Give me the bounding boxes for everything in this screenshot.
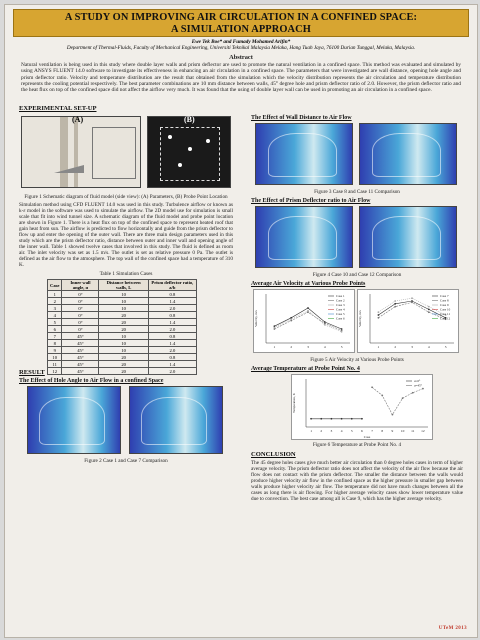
x-tick-label: 10 bbox=[400, 429, 405, 433]
probe-point bbox=[188, 147, 192, 151]
setup-heading: EXPERIMENTAL SET-UP bbox=[19, 105, 97, 112]
table-cell: 1.4 bbox=[148, 361, 196, 368]
table-row bbox=[48, 305, 197, 312]
table-cell: 0° bbox=[62, 319, 99, 326]
poster bbox=[4, 4, 478, 638]
table-cell: 10 bbox=[99, 333, 148, 340]
x-tick-label: 11 bbox=[411, 429, 415, 433]
table-cell: 45° bbox=[62, 368, 99, 375]
table-cell: 0° bbox=[62, 305, 99, 312]
schematic-a bbox=[21, 116, 141, 188]
legend-entry: Case 3 bbox=[336, 303, 345, 308]
table-cell: 2.0 bbox=[148, 305, 196, 312]
table-cell: 0.8 bbox=[148, 312, 196, 319]
table-cell: 20 bbox=[99, 319, 148, 326]
table-cell: 0° bbox=[62, 312, 99, 319]
legend-entry: Case 9 bbox=[440, 303, 449, 308]
table-header-row bbox=[48, 280, 197, 291]
table-cell: 5 bbox=[48, 319, 62, 326]
conclusion-text: The 45 degree holes cases give much better air circulation than 0 degree holes cases in term of higher average velocity. The prism deflector ratio does not affect the velocity of the air flow because the air flow does not contact with the prism deflector. The smaller the distance between the walls would produce higher velocity air flow in the confined space as the higher pressure in smaller gap between walls produce higher velocity air flow. The temperature did not have much changes between all the cases as long there is air flowing. For higher average velocity cases show lower temperature value due to convection. The best case among all is Case 9, which has the higher average velocity. bbox=[251, 460, 463, 502]
table-row bbox=[48, 361, 197, 368]
table-1-caption: Table 1 Simulation Cases bbox=[99, 271, 153, 277]
figure-3 bbox=[251, 123, 463, 187]
x-tick-label: 2 bbox=[290, 345, 293, 349]
table-row bbox=[48, 298, 197, 305]
x-tick-label: 5 bbox=[340, 345, 343, 349]
x-axis-label: Case bbox=[363, 435, 371, 439]
table-row bbox=[48, 319, 197, 326]
legend-entry: Case 4 bbox=[336, 307, 345, 312]
label-b: (B) bbox=[184, 115, 195, 124]
x-tick-label: 4 bbox=[340, 429, 343, 433]
x-tick-label: 2 bbox=[394, 345, 397, 349]
cfd-image-case-12 bbox=[359, 206, 457, 268]
figure-4-caption: Figure 4 Case 10 and Case 12 Comparison bbox=[312, 272, 402, 278]
table-cell: 20 bbox=[99, 312, 148, 319]
legend-entry: Case 11 bbox=[440, 312, 451, 317]
legend-entry: α=0° bbox=[414, 379, 421, 384]
table-cell: 10 bbox=[99, 347, 148, 354]
y-axis-label: Velocity, m/s bbox=[358, 310, 362, 327]
table-header: Case bbox=[48, 280, 62, 291]
abstract-section bbox=[21, 55, 461, 93]
table-cell: 1.4 bbox=[148, 319, 196, 326]
table-cell: 20 bbox=[99, 326, 148, 333]
velocity-chart-right bbox=[357, 289, 459, 353]
author-affiliation: Department of Thermal-Fluids, Faculty of Mechanical Engineering, Universiti Teknikal Malaysia Melaka, Hang Tuah Jaya, 76100 Durian Tunggal, Melaka, Malaysia. bbox=[66, 45, 416, 51]
table-cell: 0° bbox=[62, 326, 99, 333]
table-row bbox=[48, 340, 197, 347]
legend-entry: Case 2 bbox=[336, 298, 345, 303]
table-row bbox=[48, 312, 197, 319]
figure-2 bbox=[19, 386, 233, 456]
figure-4 bbox=[251, 206, 463, 270]
table-cell: 0.8 bbox=[148, 291, 196, 298]
x-tick-label: 2 bbox=[320, 429, 323, 433]
table-header: Distance between walls, L bbox=[99, 280, 148, 291]
temperature-heading: Average Temperature at Probe Point No. 4 bbox=[251, 366, 360, 372]
table-cell: 1.4 bbox=[148, 298, 196, 305]
table-cell: 1 bbox=[48, 291, 62, 298]
prism-ratio-heading: The Effect of Prism Deflector ratio to Air Flow bbox=[251, 198, 371, 204]
table-cell: 9 bbox=[48, 347, 62, 354]
legend-entry: Case 7 bbox=[440, 294, 449, 299]
probe-point bbox=[168, 135, 172, 139]
velocity-chart-left bbox=[253, 289, 355, 353]
legend-entry: α=45° bbox=[414, 383, 422, 388]
result-heading: RESULT bbox=[19, 369, 45, 376]
table-cell: 20 bbox=[99, 368, 148, 375]
x-tick-label: 4 bbox=[427, 345, 430, 349]
table-cell: 45° bbox=[62, 333, 99, 340]
table-header: Prism deflector ratio, a/b bbox=[148, 280, 196, 291]
table-cell: 2.0 bbox=[148, 326, 196, 333]
table-cell: 1.4 bbox=[148, 340, 196, 347]
figure-5 bbox=[251, 289, 463, 355]
prism-deflector bbox=[28, 165, 84, 173]
label-a: (A) bbox=[72, 115, 84, 124]
x-tick-label: 3 bbox=[307, 345, 309, 349]
legend-entry: Case 12 bbox=[440, 316, 451, 321]
table-cell: 45° bbox=[62, 361, 99, 368]
table-row bbox=[48, 326, 197, 333]
probe-point bbox=[178, 163, 182, 167]
inner-wall bbox=[74, 117, 78, 187]
cfd-image-case-8 bbox=[255, 123, 353, 185]
table-cell: 4 bbox=[48, 312, 62, 319]
outer-wall bbox=[60, 117, 68, 187]
x-tick-label: 12 bbox=[421, 429, 425, 433]
table-row bbox=[48, 354, 197, 361]
x-tick-label: 4 bbox=[323, 345, 326, 349]
table-row bbox=[48, 333, 197, 340]
table-cell: 0° bbox=[62, 298, 99, 305]
figure-6-caption: Figure 6 Temperature at Probe Point No. 4 bbox=[312, 442, 402, 448]
data-point bbox=[341, 331, 343, 333]
table-cell: 45° bbox=[62, 354, 99, 361]
wall-distance-heading: The Effect of Wall Distance to Air Flow bbox=[251, 115, 352, 121]
cfd-image-case-1 bbox=[27, 386, 121, 454]
conclusion-heading: CONCLUSION bbox=[251, 451, 296, 458]
legend-entry: Case 6 bbox=[336, 316, 345, 321]
x-tick-label: 1 bbox=[377, 345, 380, 349]
cfd-image-case-11 bbox=[359, 123, 457, 185]
abstract-heading: Abstract bbox=[229, 54, 253, 61]
x-tick-label: 9 bbox=[391, 429, 394, 433]
x-tick-label: 3 bbox=[330, 429, 333, 433]
x-tick-label: 5 bbox=[444, 345, 447, 349]
table-cell: 0.8 bbox=[148, 333, 196, 340]
figure-1 bbox=[19, 114, 233, 192]
legend-entry: Case 1 bbox=[336, 294, 345, 299]
table-cell: 8 bbox=[48, 340, 62, 347]
table-row bbox=[48, 347, 197, 354]
table-cell: 7 bbox=[48, 333, 62, 340]
title-line-1: A STUDY ON IMPROVING AIR CIRCULATION IN A CONFINED SPACE: bbox=[64, 12, 418, 23]
temperature-chart bbox=[291, 374, 433, 440]
x-tick-label: 6 bbox=[361, 429, 363, 433]
figure-3-caption: Figure 3 Case 8 and Case 11 Comparison bbox=[314, 189, 400, 195]
table-cell: 6 bbox=[48, 326, 62, 333]
result-subheading: The Effect of Hole Angle to Air Flow in a confined Space bbox=[19, 378, 164, 384]
table-row bbox=[48, 368, 197, 375]
cfd-image-case-7 bbox=[129, 386, 223, 454]
cfd-image-case-10 bbox=[255, 206, 353, 268]
table-body bbox=[48, 291, 197, 375]
table-cell: 10 bbox=[99, 340, 148, 347]
table-cell: 45° bbox=[62, 340, 99, 347]
x-tick-label: 1 bbox=[273, 345, 276, 349]
table-cell: 10 bbox=[99, 298, 148, 305]
table-cell: 20 bbox=[99, 354, 148, 361]
left-column bbox=[19, 105, 233, 466]
abstract-text: Natural ventilation is being used in this study where double layer walls and prism deflector are used to promote the natural ventilation in a confined space. This method was evaluated and simulated by using ANSYS FLUENT 14.0 software to investigate its effectiveness in enhancing an air circulation in a confined space. The parameters that were investigated are wall distance, opening hole angle and prism deflector ratio. Velocity and temperature distribution are the result that obtained from the simulation which the velocity distribution represents the air circulation and temperature distribution represents the cooling potential respectively. The best parameter combinations are 10 mm distance between walls, 45° degree hole and prism deflector ratio of 2.0. However, the prism deflector ratio and the heat flux on top of the confined space did not affect the airflow very much. It was found that the using of double layer wall can be used in promoting an air circulation in a confined space. bbox=[21, 62, 461, 94]
right-column bbox=[251, 115, 463, 502]
table-cell: 10 bbox=[48, 354, 62, 361]
velocity-heading: Average Air Velocity at Various Probe Points bbox=[251, 281, 366, 287]
table-cell: 2 bbox=[48, 298, 62, 305]
figure-5-caption: Figure 5 Air Velocity at Various Probe Points bbox=[310, 357, 404, 363]
table-row bbox=[48, 291, 197, 298]
x-tick-label: 7 bbox=[371, 429, 373, 433]
table-cell: 45° bbox=[62, 347, 99, 354]
table-cell: 2.0 bbox=[148, 368, 196, 375]
y-axis-label: Temperature, K bbox=[292, 393, 296, 413]
table-cell: 20 bbox=[99, 361, 148, 368]
figure-1-caption: Figure 1 Schematic diagram of fluid model (side view): (A) Parameters, (B) Probe Point Location bbox=[24, 194, 228, 200]
table-cell: 2.0 bbox=[148, 347, 196, 354]
footer-logo-text: UTeM 2013 bbox=[438, 626, 467, 631]
poster-title bbox=[13, 9, 469, 37]
probe-point bbox=[206, 139, 210, 143]
legend-entry: Case 8 bbox=[440, 298, 449, 303]
x-tick-label: 5 bbox=[350, 429, 353, 433]
y-axis-label: Velocity, m/s bbox=[254, 310, 258, 327]
table-cell: 11 bbox=[48, 361, 62, 368]
table-cell: 0.8 bbox=[148, 354, 196, 361]
figure-6 bbox=[251, 374, 463, 440]
series-line bbox=[372, 387, 423, 414]
table-cell: 0° bbox=[62, 291, 99, 298]
table-cell: 10 bbox=[99, 291, 148, 298]
table-header: Inner wall angle, α bbox=[62, 280, 99, 291]
x-tick-label: 3 bbox=[411, 345, 413, 349]
x-tick-label: 8 bbox=[381, 429, 384, 433]
figure-2-caption: Figure 2 Case 1 and Case 7 Comparison bbox=[84, 458, 168, 464]
simulation-table bbox=[47, 279, 197, 375]
table-cell: 10 bbox=[99, 305, 148, 312]
legend-entry: Case 10 bbox=[440, 307, 451, 312]
schematic-b bbox=[147, 116, 231, 188]
table-cell: 12 bbox=[48, 368, 62, 375]
legend-entry: Case 5 bbox=[336, 312, 345, 317]
x-tick-label: 1 bbox=[310, 429, 312, 433]
confined-space bbox=[92, 127, 136, 179]
title-line-2: A SIMULATION APPROACH bbox=[171, 24, 311, 35]
table-cell: 3 bbox=[48, 305, 62, 312]
authors-block bbox=[17, 39, 465, 51]
author-names: Ewe Tek Boe* and Fumady Mohamed Arifin* bbox=[191, 39, 291, 45]
setup-paragraph: Simulation method using CFD FLUENT 14.0 was used in this study. Turbulence airflow or known as k-ε model in the software was used to simulate the airflow. The 2D model use for simulation is small scale that fit into wind tunnel size. A schematic diagram of the fluid model and probe point location are shown in Figure 1. There is a heat flux on top of the confined space to represent heated roof that gain heat from sun. The airflow is predicted to flow horizontally and guide from the prism deflector to flow up and enter the opening of the outer wall. There are three main design parameters used in this study which are the prism deflector ratio, distance between outer and inner wall and opening angle of the inner wall. Table 1 showed twelve cases that involved in this study. The fluid is defined as room air. The inlet velocity was set as 1.5 m/s. The outlet is set as relative pressure 0 Pa. The outlet is defined as the air flow to the atmosphere. The top wall of the confined space had a temperature of 310 K. bbox=[19, 202, 233, 268]
